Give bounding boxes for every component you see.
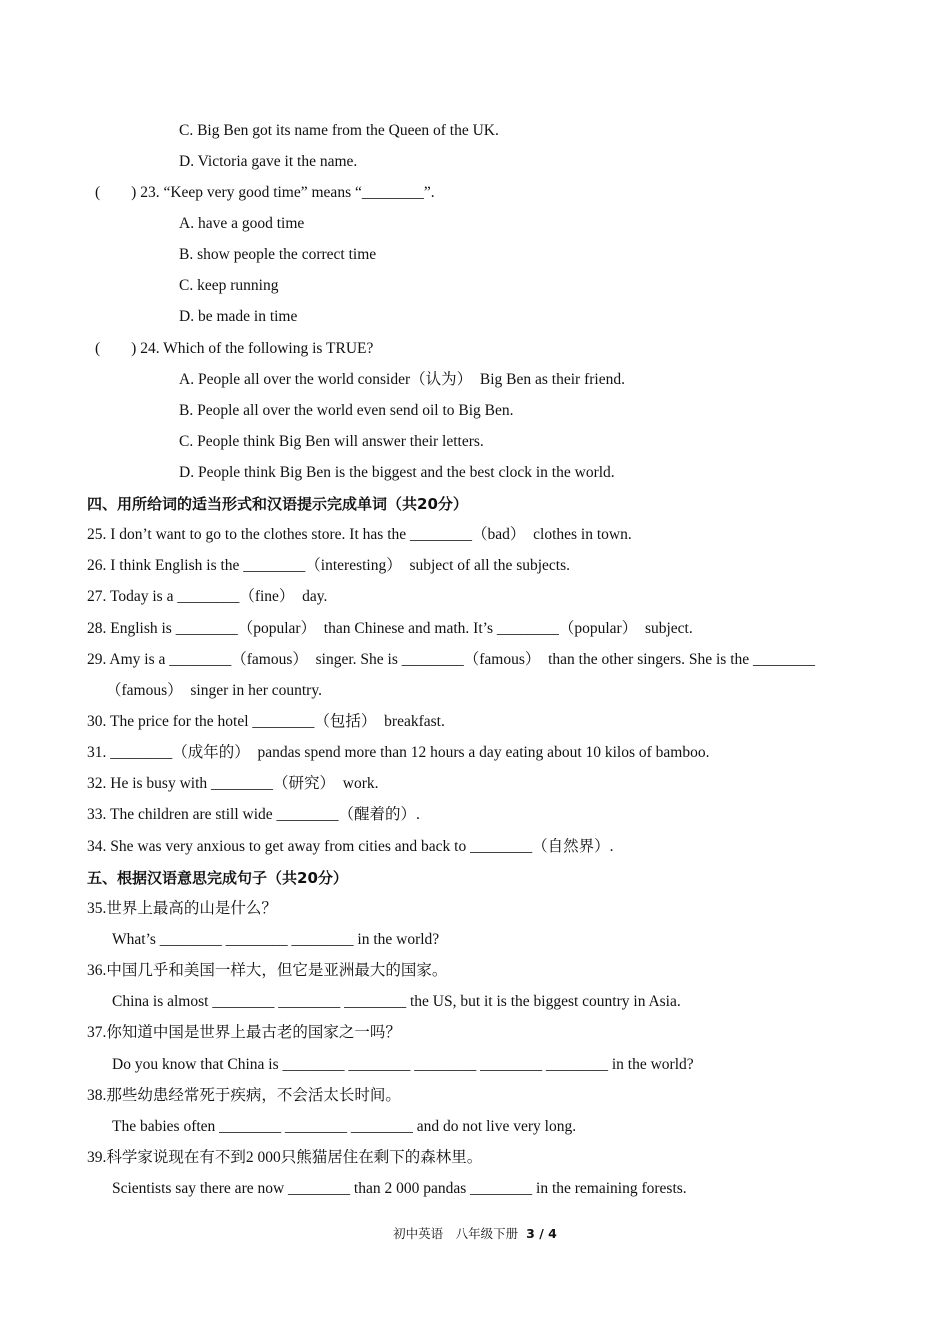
option-text: B. show people the correct time <box>179 246 377 263</box>
option-text: A. have a good time <box>179 215 305 232</box>
question-24: ( ) 24. Which of the following is TRUE? <box>95 340 374 357</box>
option-text: A. People all over the world consider（认为） Big Ben as their friend. <box>179 371 625 388</box>
page-footer <box>0 1224 950 1244</box>
question-29-continued: （famous） singer in her country. <box>106 682 322 699</box>
question-31: 31. ________（成年的） pandas spend more than 12 hours a day eating about 10 kilos of bamboo. <box>87 744 710 761</box>
option-text: D. be made in time <box>179 308 298 325</box>
question-39: 39.科学家说现在有不到2 000只熊猫居住在剩下的森林里。 <box>87 1149 483 1166</box>
answer-line-37: Do you know that China is ________ ________ ________ ________ ________ in the world? <box>112 1056 694 1073</box>
option-text: C. Big Ben got its name from the Queen of the UK. <box>179 122 499 139</box>
answer-line-35: What’s ________ ________ ________ in the world? <box>112 931 440 948</box>
footer-label: 初中英语 八年级下册 <box>393 1226 519 1241</box>
question-36: 36.中国几乎和美国一样大，但它是亚洲最大的国家。 <box>87 962 448 979</box>
question-28: 28. English is ________（popular） than Chinese and math. It’s ________（popular） subject. <box>87 620 693 637</box>
answer-line-38: The babies often ________ ________ ________ and do not live very long. <box>112 1118 577 1135</box>
question-26: 26. I think English is the ________（interesting） subject of all the subjects. <box>87 557 571 574</box>
question-34: 34. She was very anxious to get away from cities and back to ________（自然界）. <box>87 838 614 855</box>
answer-line-36: China is almost ________ ________ ________ the US, but it is the biggest country in Asia. <box>112 993 681 1010</box>
option-text: C. People think Big Ben will answer their letters. <box>179 433 484 450</box>
section-heading-5: 五、根据汉语意思完成句子（共20分） <box>87 869 348 887</box>
question-27: 27. Today is a ________（fine） day. <box>87 588 328 605</box>
question-30: 30. The price for the hotel ________（包括） breakfast. <box>87 713 445 730</box>
option-text: D. Victoria gave it the name. <box>179 153 358 170</box>
answer-line-39: Scientists say there are now ________ than 2 000 pandas ________ in the remaining forests. <box>112 1180 687 1197</box>
option-text: B. People all over the world even send oil to Big Ben. <box>179 402 514 419</box>
page-number: 3 / 4 <box>526 1226 557 1241</box>
question-33: 33. The children are still wide ________（醒着的）. <box>87 806 420 823</box>
question-32: 32. He is busy with ________（研究） work. <box>87 775 379 792</box>
question-23: ( ) 23. “Keep very good time” means “________”. <box>95 184 435 201</box>
question-35: 35.世界上最高的山是什么？ <box>87 900 277 917</box>
question-38: 38.那些幼患经常死于疾病，不会活太长时间。 <box>87 1087 401 1104</box>
option-text: C. keep running <box>179 277 279 294</box>
option-text: D. People think Big Ben is the biggest and the best clock in the world. <box>179 464 615 481</box>
question-25: 25. I don’t want to go to the clothes store. It has the ________（bad） clothes in town. <box>87 526 632 543</box>
section-heading-4: 四、用所给词的适当形式和汉语提示完成单词（共20分） <box>87 495 468 513</box>
question-29: 29. Amy is a ________（famous） singer. She is ________（famous） than the other singers. She is the ________ <box>87 651 816 668</box>
question-37: 37.你知道中国是世界上最古老的国家之一吗？ <box>87 1024 401 1041</box>
